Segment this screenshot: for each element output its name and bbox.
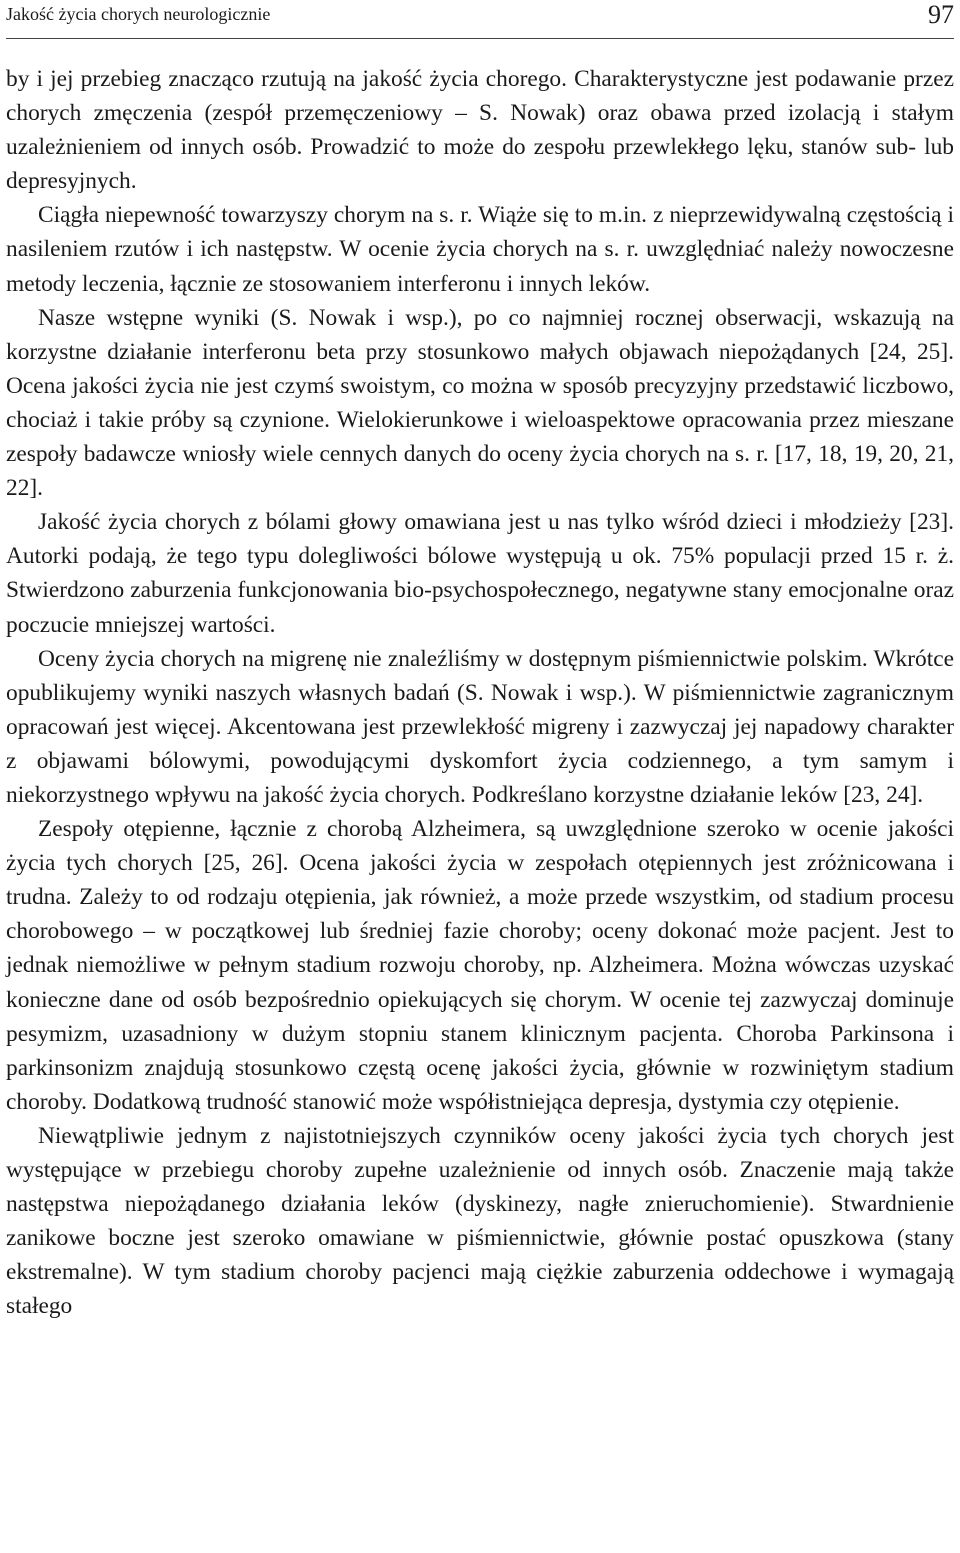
page-number: 97: [928, 0, 954, 29]
paragraph: Ciągła niepewność towarzyszy chorym na s. r. Wiąże się to m.in. z nieprzewidywalną częstością i nasileniem rzutów i ich następstw. W ocenie życia chorych na s. r. uwzględniać należy nowoczesne metody leczenia, łącznie ze stosowaniem interferonu i innych leków.: [6, 202, 954, 297]
paragraph: Zespoły otępienne, łącznie z chorobą Alzheimera, są uwzględnione szeroko w ocenie jakości życia tych chorych [25, 26]. Ocena jakości życia w zespołach otępiennych jest zróżnicowana i trudna. Zależy to od rodzaju otępienia, jak również, a może przede wszystkim, od stadium procesu chorobowego – w początkowej lub średniej fazie choroby; oceny dokonać może pacjent. Jest to jednak niemożliwe w pełnym stadium rozwoju choroby, np. Alzheimera. Można wówczas uzyskać konieczne dane od osób bezpośrednio opiekujących się chorym. W ocenie tej zazwyczaj dominuje pesymizm, uzasadniony w dużym stopniu stanem klinicznym pacjenta. Choroba Parkinsona i parkinsonizm znajdują stosunkowo częstą ocenę jakości życia, głównie w rozwiniętym stadium choroby. Dodatkową trudność stanowić może współistniejąca depresja, dystymia czy otępienie.: [6, 816, 954, 1115]
paragraph: Niewątpliwie jednym z najistotniejszych czynników oceny jakości życia tych chorych jest występujące w przebiegu choroby zupełne uzależnienie od innych osób. Znaczenie mają także następstwa niepożądanego działania leków (dyskinezy, nagłe znieruchomienie). Stwardnienie zanikowe boczne jest szeroko omawiane w piśmiennictwie, głównie postać opuszkowa (stany ekstremalne). W tym stadium choroby pacjenci mają ciężkie zaburzenia oddechowe i wymagają stałego: [6, 1122, 954, 1320]
body-text: [6, 62, 954, 1323]
paragraph: Nasze wstępne wyniki (S. Nowak i wsp.), po co najmniej rocznej obserwacji, wskazują na korzystne działanie interferonu beta przy stosunkowo małych objawach niepożądanych [24, 25]. Ocena jakości życia nie jest czymś swoistym, co można w sposób precyzyjny przedstawić liczbowo, chociaż i takie próby są czynione. Wielokierunkowe i wieloaspektowe opracowania przez mieszane zespoły badawcze wniosły wiele cennych danych do oceny życia chorych na s. r. [17, 18, 19, 20, 21, 22].: [6, 304, 954, 502]
running-head-title: Jakość życia chorych neurologicznie: [6, 4, 271, 24]
paragraph: Jakość życia chorych z bólami głowy omawiana jest u nas tylko wśród dzieci i młodzieży [23]. Autorki podają, że tego typu dolegliwości bólowe występują u ok. 75% populacji przed 15 r. ż. Stwierdzono zaburzenia funkcjonowania bio-psychospołecznego, negatywne stany emocjonalne oraz poczucie mniejszej wartości.: [6, 509, 954, 638]
paragraph: Oceny życia chorych na migrenę nie znaleźliśmy w dostępnym piśmiennictwie polskim. Wkrótce opublikujemy wyniki naszych własnych badań (S. Nowak i wsp.). W piśmiennictwie zagranicznym opracowań jest więcej. Akcentowana jest przewlekłość migreny i zazwyczaj jej napadowy charakter z objawami bólowymi, powodującymi dyskomfort życia codziennego, a tym samym i niekorzystnego wpływu na jakość życia chorych. Podkreślano korzystne działanie leków [23, 24].: [6, 645, 954, 808]
paragraph: by i jej przebieg znacząco rzutują na jakość życia chorego. Charakterystyczne jest podawanie przez chorych zmęczenia (zespół przemęczeniowy – S. Nowak) oraz obawa przed izolacją i stałym uzależnieniem od innych osób. Prowadzić to może do zespołu przewlekłego lęku, stanów sub- lub depresyjnych.: [6, 66, 954, 195]
page-header: [6, 0, 954, 39]
